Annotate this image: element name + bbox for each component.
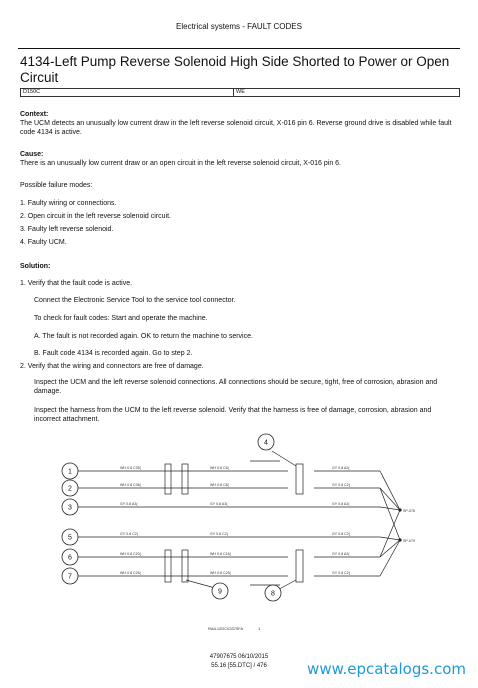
solution-option-a: A. The fault is not recorded again. OK to return the machine to service. bbox=[34, 333, 253, 340]
list-item: 3. Faulty left reverse solenoid. bbox=[20, 226, 114, 233]
splice-label: SP-076 bbox=[403, 509, 415, 513]
solution-option-b: B. Fault code 4134 is recorded again. Go to step 2. bbox=[34, 350, 193, 357]
callout-7: 7 bbox=[68, 573, 72, 581]
splice-label: SP-079 bbox=[403, 539, 415, 543]
document-number: 47907675 06/10/2015 bbox=[209, 654, 269, 660]
list-item: 1. Faulty wiring or connections. bbox=[20, 200, 117, 207]
header-divider bbox=[18, 48, 460, 49]
wire-label: WH 0.8 C35( bbox=[120, 466, 141, 470]
wire-label: WH 0.8 C8( bbox=[210, 483, 229, 487]
wiring-diagram bbox=[20, 428, 460, 638]
wire-label: GY 0.8 C2( bbox=[332, 571, 350, 575]
page-header: Electrical systems - FAULT CODES bbox=[176, 22, 302, 31]
wire-label: GY 0.8 A2( bbox=[332, 502, 350, 506]
solution-step-2-text: Inspect the harness from the UCM to the left reverse solenoid. Verify that the harness is free of damage, corrosion, abrasion and incorrect attachment. bbox=[34, 407, 432, 423]
watermark: www.epcatalogs.com bbox=[307, 660, 466, 678]
wire-label: GY 0.8 A3( bbox=[120, 502, 138, 506]
failure-modes-heading: Possible failure modes: bbox=[20, 182, 93, 189]
wire-label: GY 0.8 A2( bbox=[332, 552, 350, 556]
list-item: 2. Open circuit in the left reverse solenoid circuit. bbox=[20, 213, 171, 220]
wire-label: GY 0.8 A2( bbox=[332, 466, 350, 470]
wire-label: WH 0.8 C36( bbox=[120, 483, 141, 487]
page-title: 4134-Left Pump Reverse Solenoid High Side Shorted to Power or Open Circuit bbox=[20, 54, 450, 85]
model-table bbox=[20, 88, 460, 97]
context-heading: Context: bbox=[20, 111, 49, 118]
callout-9: 9 bbox=[218, 588, 222, 596]
solution-heading: Solution: bbox=[20, 263, 51, 270]
wire-label: GY 0.8 C2( bbox=[120, 532, 138, 536]
wire-label: GY 0.8 A3( bbox=[210, 502, 228, 506]
callout-3: 3 bbox=[68, 504, 72, 512]
model-cell-right: WE bbox=[234, 89, 460, 97]
callout-8: 8 bbox=[271, 590, 275, 598]
page-number: 55.16 [55.DTC] / 476 bbox=[211, 663, 267, 669]
cause-text: There is an unusually low current draw or an open circuit in the left reverse solenoid circuit, X-016 pin 6. bbox=[20, 160, 341, 167]
callout-2: 2 bbox=[68, 485, 72, 493]
wire-label: GY 0.8 C2( bbox=[210, 532, 228, 536]
wire-label: WH 0.8 C6( bbox=[210, 466, 229, 470]
list-item: 4. Faulty UCM. bbox=[20, 239, 67, 246]
solution-step-1-text: Connect the Electronic Service Tool to the service tool connector. bbox=[34, 297, 236, 304]
solution-step-1: 1. Verify that the fault code is active. bbox=[20, 280, 133, 287]
figure-id: RAIL12DC03370FA bbox=[208, 626, 244, 631]
cause-section bbox=[20, 150, 462, 168]
failure-modes-list bbox=[20, 199, 171, 251]
callout-1: 1 bbox=[68, 468, 72, 476]
solution-step-2: 2. Verify that the wiring and connectors are free of damage. bbox=[20, 363, 204, 370]
wire-label: WH 0.8 C25( bbox=[120, 571, 141, 575]
callout-5: 5 bbox=[68, 534, 72, 542]
wire-label: WH 0.8 C16( bbox=[210, 552, 231, 556]
wire-label: GY 0.8 C2( bbox=[332, 532, 350, 536]
wire-label: WH 0.8 C25( bbox=[210, 571, 231, 575]
callout-4: 4 bbox=[264, 439, 268, 447]
cause-heading: Cause: bbox=[20, 151, 44, 158]
callout-6: 6 bbox=[68, 554, 72, 562]
model-cell-left: D150C bbox=[21, 89, 234, 97]
context-text: The UCM detects an unusually low current draw in the left reverse solenoid circuit, X-016 pin 6. Reverse ground drive is disabled while fault code 4134 is active. bbox=[20, 120, 452, 136]
context-section bbox=[20, 110, 462, 137]
solution-step-1-text: To check for fault codes: Start and operate the machine. bbox=[34, 315, 208, 322]
solution-step-2-text: Inspect the UCM and the left reverse solenoid connections. All connections should be secure, tight, free of corrosion, abrasion and damage. bbox=[34, 379, 438, 395]
wire-label: GY 0.8 C2( bbox=[332, 483, 350, 487]
wire-label: WH 0.8 C20( bbox=[120, 552, 141, 556]
figure-number: 1 bbox=[258, 626, 261, 631]
